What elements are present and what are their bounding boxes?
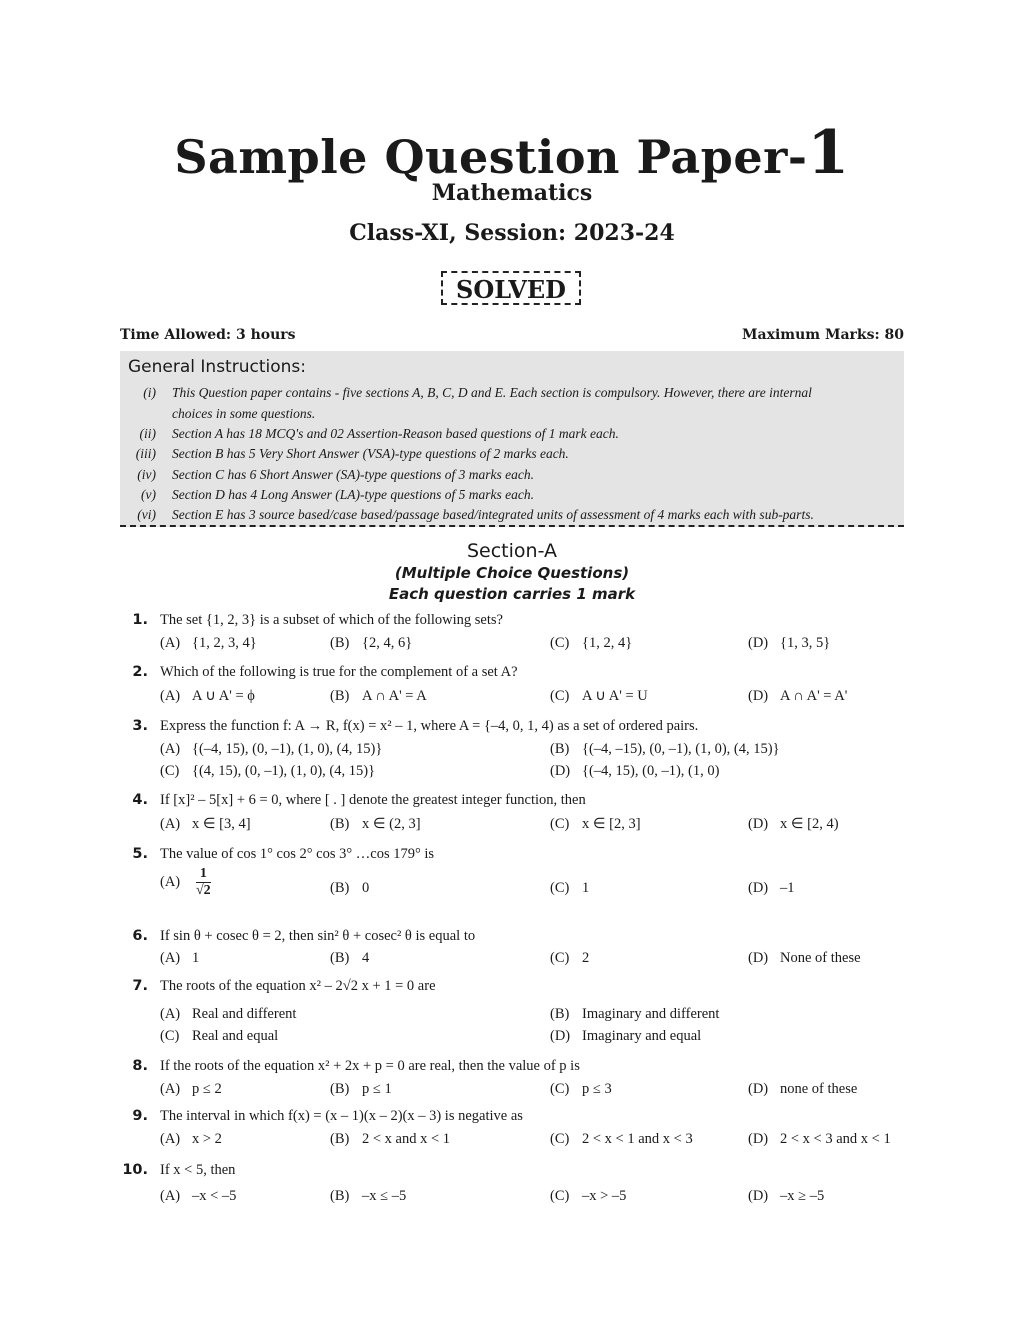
answer-option [160, 688, 255, 705]
answer-option [330, 1131, 450, 1148]
answer-option [160, 866, 211, 899]
question-number: 4. [132, 792, 148, 808]
question-text: The interval in which f(x) = (x – 1)(x – 2)(x – 3) is negative as [160, 1108, 523, 1124]
option-letter: (C) [550, 1188, 570, 1204]
option-letter: (A) [160, 816, 181, 832]
answer-option [748, 816, 839, 833]
instruction-text: choices in some questions. [172, 406, 316, 421]
answer-option [330, 880, 369, 897]
instruction-text: Section D has 4 Long Answer (LA)-type questions of 5 marks each. [172, 487, 534, 502]
instruction-number: (iii) [135, 446, 156, 461]
option-text: A ∩ A' = A [362, 688, 427, 704]
option-text: {(–4, 15), (0, –1), (1, 0), (4, 15)} [192, 741, 383, 757]
option-text: A ∪ A' = U [582, 688, 648, 704]
answer-option [550, 688, 648, 705]
option-letter: (C) [550, 635, 570, 651]
option-text: {(–4, –15), (0, –1), (1, 0), (4, 15)} [582, 741, 780, 757]
answer-option [160, 950, 199, 967]
option-text: 1 [192, 950, 200, 966]
answer-option [550, 635, 632, 652]
option-text: x ∈ [2, 3] [582, 816, 641, 832]
answer-option [550, 816, 641, 833]
option-letter: (A) [160, 635, 181, 651]
instruction-number: (i) [143, 385, 156, 400]
option-text: –1 [780, 880, 795, 896]
answer-option [160, 1028, 278, 1045]
fraction-option [196, 866, 211, 899]
answer-option [330, 635, 412, 652]
option-letter: (B) [330, 1131, 350, 1147]
answer-option [160, 1131, 222, 1148]
option-letter: (D) [550, 763, 571, 779]
question-number: 3. [132, 718, 148, 734]
option-letter: (B) [330, 688, 350, 704]
section-title: Section-A [466, 540, 558, 562]
option-letter: (D) [748, 688, 769, 704]
option-text: –x < –5 [192, 1188, 237, 1204]
option-text: {(4, 15), (0, –1), (1, 0), (4, 15)} [192, 763, 376, 779]
instruction-text: Section E has 3 source based/case based/passage based/integrated units of assessment of 4 marks each with sub-parts. [172, 507, 814, 522]
question-text: If [x]² – 5[x] + 6 = 0, where [ . ] denote the greatest integer function, then [160, 792, 586, 808]
option-letter: (C) [160, 763, 180, 779]
question-number: 7. [132, 978, 148, 994]
option-letter: (A) [160, 1006, 181, 1022]
class-session-heading: Class-XI, Session: 2023-24 [349, 220, 675, 246]
answer-option [330, 950, 369, 967]
question-text: The set {1, 2, 3} is a subset of which of the following sets? [160, 612, 503, 628]
question-number: 6. [132, 928, 148, 944]
answer-option [748, 880, 795, 897]
answer-option [160, 763, 375, 780]
question-text: If sin θ + cosec θ = 2, then sin² θ + cosec² θ is equal to [160, 928, 476, 944]
question-text: The value of cos 1° cos 2° cos 3° …cos 179° is [160, 846, 435, 862]
option-text: 1 [582, 880, 590, 896]
option-text: Imaginary and different [582, 1006, 720, 1022]
answer-option [550, 1081, 612, 1098]
option-letter: (A) [160, 1081, 181, 1097]
paper-title-number: 1 [807, 118, 850, 188]
answer-option [330, 816, 421, 833]
question-number: 1. [132, 612, 148, 628]
question-text: If the roots of the equation x² + 2x + p = 0 are real, then the value of p is [160, 1058, 580, 1074]
option-text: Real and different [192, 1006, 297, 1022]
answer-option [748, 950, 861, 967]
option-text: x > 2 [192, 1131, 222, 1147]
option-text: –x > –5 [582, 1188, 627, 1204]
option-letter: (D) [748, 950, 769, 966]
time-allowed: Time Allowed: 3 hours [120, 327, 296, 343]
option-text: 2 < x < 3 and x < 1 [780, 1131, 891, 1147]
instruction-text: This Question paper contains - five sections A, B, C, D and E. Each section is compulsory. However, there are internal [172, 385, 812, 400]
option-letter: (D) [550, 1028, 571, 1044]
option-text: A ∪ A' = ϕ [192, 688, 255, 704]
option-letter: (C) [550, 1081, 570, 1097]
answer-option [160, 1081, 222, 1098]
paper-title [0, 118, 1024, 188]
option-letter: (D) [748, 1081, 769, 1097]
instruction-text: Section C has 6 Short Answer (SA)-type questions of 3 marks each. [172, 467, 534, 482]
answer-option [550, 1131, 693, 1148]
option-text: 2 [582, 950, 590, 966]
option-letter: (D) [748, 1131, 769, 1147]
answer-option [160, 1006, 296, 1023]
option-letter: (C) [550, 1131, 570, 1147]
answer-option [160, 816, 251, 833]
option-text: Imaginary and equal [582, 1028, 702, 1044]
answer-option [160, 741, 382, 758]
option-letter: (C) [550, 880, 570, 896]
option-letter: (B) [550, 1006, 570, 1022]
section-marks-note: Each question carries 1 mark [388, 585, 636, 603]
option-letter: (A) [160, 950, 181, 966]
question-number: 10. [122, 1162, 148, 1178]
option-text: p ≤ 3 [582, 1081, 612, 1097]
paper-title-text: Sample Question Paper- [174, 130, 808, 184]
instruction-number: (vi) [137, 507, 156, 522]
answer-option [748, 1131, 891, 1148]
option-letter: (D) [748, 635, 769, 651]
answer-option [550, 1188, 626, 1205]
answer-option [330, 688, 427, 705]
option-text: Real and equal [192, 1028, 279, 1044]
option-letter: (A) [160, 741, 181, 757]
option-text: x ∈ [2, 4) [780, 816, 839, 832]
instruction-text: Section A has 18 MCQ's and 02 Assertion-Reason based questions of 1 mark each. [172, 426, 619, 441]
option-text: {2, 4, 6} [362, 635, 413, 651]
question-number: 9. [132, 1108, 148, 1124]
option-letter: (D) [748, 1188, 769, 1204]
option-text: x ∈ (2, 3] [362, 816, 421, 832]
question-number: 5. [132, 846, 148, 862]
option-text: None of these [780, 950, 861, 966]
answer-option [748, 1081, 857, 1098]
instruction-number: (iv) [137, 467, 156, 482]
answer-option [748, 1188, 824, 1205]
answer-option [550, 880, 589, 897]
question-number: 8. [132, 1058, 148, 1074]
option-letter: (A) [160, 1131, 181, 1147]
answer-option [160, 1188, 236, 1205]
answer-option [550, 1028, 701, 1045]
question-text: Which of the following is true for the complement of a set A? [160, 664, 518, 680]
answer-option [550, 950, 589, 967]
option-letter: (C) [550, 950, 570, 966]
option-letter: (A) [160, 688, 181, 704]
answer-option [550, 1006, 719, 1023]
option-text: –x ≥ –5 [780, 1188, 825, 1204]
instruction-number: (v) [141, 487, 156, 502]
option-text: x ∈ [3, 4] [192, 816, 251, 832]
subject-heading: Mathematics [431, 180, 593, 206]
option-letter: (A) [160, 1188, 181, 1204]
option-letter: (B) [330, 950, 350, 966]
max-marks: Maximum Marks: 80 [742, 327, 904, 343]
option-letter: (B) [330, 1188, 350, 1204]
option-letter: (B) [330, 880, 350, 896]
answer-option [160, 635, 257, 652]
option-letter: (A) [160, 873, 181, 890]
option-text: p ≤ 2 [192, 1081, 222, 1097]
option-text: {(–4, 15), (0, –1), (1, 0) [582, 763, 720, 779]
option-letter: (D) [748, 880, 769, 896]
answer-option [748, 688, 847, 705]
option-text: none of these [780, 1081, 858, 1097]
answer-option [550, 763, 719, 780]
option-text: 2 < x and x < 1 [362, 1131, 451, 1147]
question-text: Express the function f: A → R, f(x) = x² – 1, where A = {–4, 0, 1, 4) as a set of ordered pairs. [160, 718, 699, 734]
option-letter: (B) [330, 635, 350, 651]
option-letter: (B) [550, 741, 570, 757]
fraction-denominator: √2 [196, 883, 211, 898]
section-subtitle: (Multiple Choice Questions) [394, 564, 630, 582]
question-text: If x < 5, then [160, 1162, 236, 1178]
option-text: 0 [362, 880, 370, 896]
answer-option [330, 1081, 392, 1098]
option-text: 4 [362, 950, 370, 966]
answer-option [748, 635, 830, 652]
instructions-heading: General Instructions: [128, 357, 306, 377]
option-letter: (B) [330, 816, 350, 832]
answer-option [550, 741, 780, 758]
option-letter: (C) [550, 688, 570, 704]
solved-badge: SOLVED [441, 271, 581, 305]
fraction-numerator: 1 [196, 866, 211, 883]
option-letter: (C) [550, 816, 570, 832]
option-text: {1, 3, 5} [780, 635, 831, 651]
question-number: 2. [132, 664, 148, 680]
option-text: 2 < x < 1 and x < 3 [582, 1131, 693, 1147]
option-letter: (B) [330, 1081, 350, 1097]
option-letter: (D) [748, 816, 769, 832]
option-letter: (C) [160, 1028, 180, 1044]
option-text: {1, 2, 3, 4} [192, 635, 257, 651]
answer-option [330, 1188, 406, 1205]
option-text: p ≤ 1 [362, 1081, 392, 1097]
instruction-number: (ii) [139, 426, 156, 441]
instruction-text: Section B has 5 Very Short Answer (VSA)-type questions of 2 marks each. [172, 446, 569, 461]
option-text: {1, 2, 4} [582, 635, 633, 651]
option-text: –x ≤ –5 [362, 1188, 407, 1204]
general-instructions-box [120, 351, 904, 527]
question-text: The roots of the equation x² – 2√2 x + 1 = 0 are [160, 978, 436, 994]
option-text: A ∩ A' = A' [780, 688, 848, 704]
